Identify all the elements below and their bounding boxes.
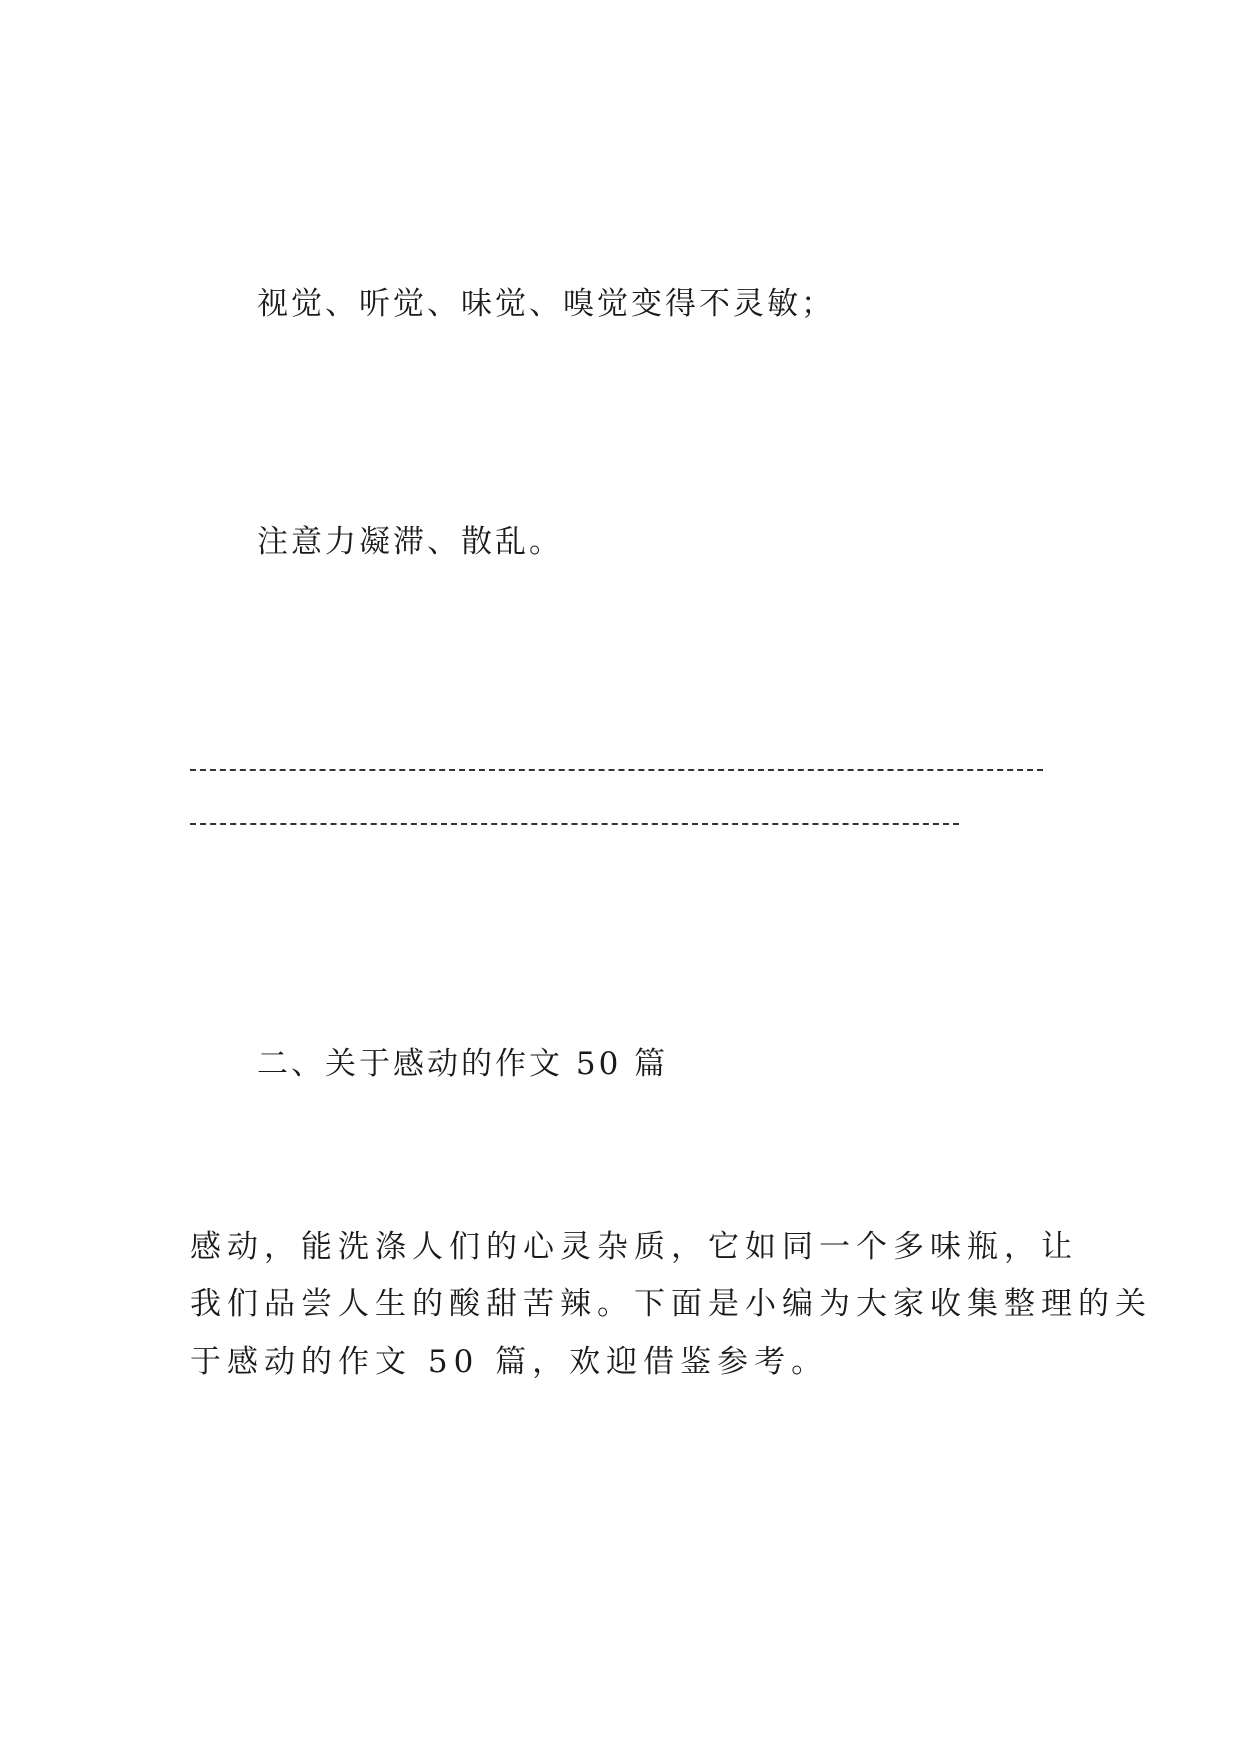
intro-line-3: 于感动的作文 50 篇，欢迎借鉴参考。 (190, 1344, 829, 1380)
section-heading: 二、关于感动的作文 50 篇 (257, 1046, 669, 1082)
dashed-separator-1 (190, 769, 1043, 771)
paragraph-attention: 注意力凝滞、散乱。 (257, 524, 563, 560)
paragraph-senses: 视觉、听觉、味觉、嗅觉变得不灵敏； (257, 286, 835, 322)
intro-line-2: 我们品尝人生的酸甜苦辣。下面是小编为大家收集整理的关 (190, 1286, 1152, 1322)
dashed-separator-2 (190, 823, 959, 825)
intro-line-1: 感动，能洗涤人们的心灵杂质，它如同一个多味瓶，让 (190, 1229, 1078, 1265)
